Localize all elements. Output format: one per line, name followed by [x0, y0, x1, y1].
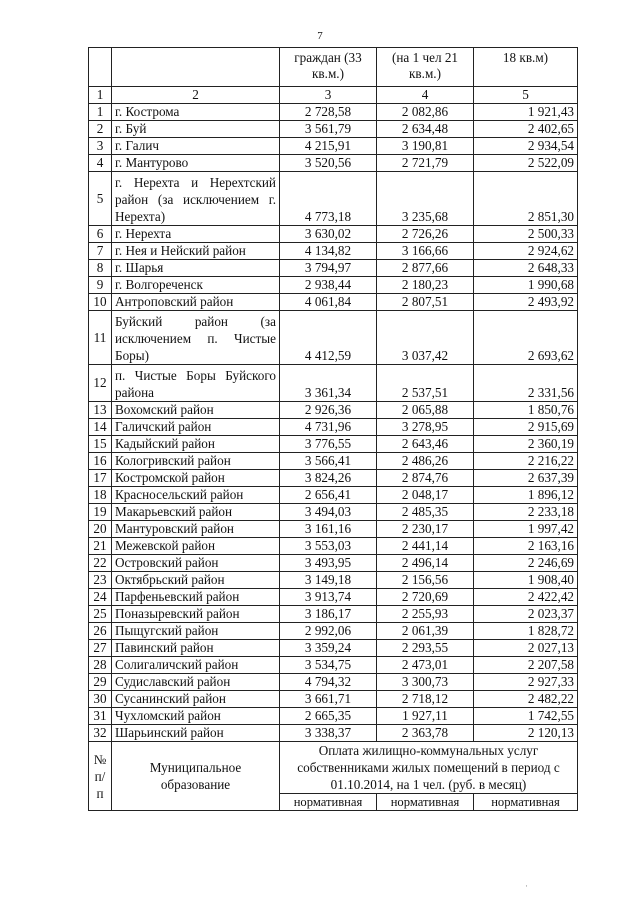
value-col4: 2 363,78	[377, 725, 474, 742]
value-col5: 1 997,42	[474, 521, 578, 538]
header-row-continued	[89, 48, 578, 87]
table-row	[89, 138, 578, 155]
value-col4: 3 278,95	[377, 419, 474, 436]
municipality-name: г. Нерехта и Нерехтский район (за исключением г. Нерехта)	[112, 172, 280, 226]
column-number: 2	[112, 87, 280, 104]
value-col5: 2 934,54	[474, 138, 578, 155]
value-col3: 2 656,41	[280, 487, 377, 504]
value-col4: 1 927,11	[377, 708, 474, 725]
municipality-name: Межевской район	[112, 538, 280, 555]
value-col3: 3 776,55	[280, 436, 377, 453]
value-col5: 2 493,92	[474, 294, 578, 311]
value-col3: 4 731,96	[280, 419, 377, 436]
table-row	[89, 365, 578, 402]
row-number: 15	[89, 436, 112, 453]
scan-dots: ·	[525, 881, 528, 891]
value-col4: 2 255,93	[377, 606, 474, 623]
value-col5: 1 896,12	[474, 487, 578, 504]
value-col5: 1 908,40	[474, 572, 578, 589]
value-col5: 2 216,22	[474, 453, 578, 470]
row-number: 19	[89, 504, 112, 521]
row-number: 25	[89, 606, 112, 623]
row-number: 8	[89, 260, 112, 277]
value-col4: 2 807,51	[377, 294, 474, 311]
municipality-name: Кадыйский район	[112, 436, 280, 453]
value-col3: 3 338,37	[280, 725, 377, 742]
header-cell-1	[89, 48, 112, 87]
value-col3: 3 913,74	[280, 589, 377, 606]
table-row	[89, 243, 578, 260]
value-col4: 2 874,76	[377, 470, 474, 487]
value-col5: 2 522,09	[474, 155, 578, 172]
row-number: 3	[89, 138, 112, 155]
tariff-table	[88, 47, 578, 811]
value-col4: 3 300,73	[377, 674, 474, 691]
row-number: 31	[89, 708, 112, 725]
row-number: 9	[89, 277, 112, 294]
value-col5: 2 402,65	[474, 121, 578, 138]
municipality-name: г. Кострома	[112, 104, 280, 121]
table-row	[89, 623, 578, 640]
row-number: 29	[89, 674, 112, 691]
column-number: 4	[377, 87, 474, 104]
table-row	[89, 277, 578, 294]
row-number: 7	[89, 243, 112, 260]
table-row	[89, 226, 578, 243]
municipality-name: г. Мантурово	[112, 155, 280, 172]
municipality-name: Судиславский район	[112, 674, 280, 691]
value-col3: 2 728,58	[280, 104, 377, 121]
value-col4: 2 441,14	[377, 538, 474, 555]
table-row	[89, 708, 578, 725]
row-number: 32	[89, 725, 112, 742]
row-number: 23	[89, 572, 112, 589]
value-col5: 1 742,55	[474, 708, 578, 725]
row-number: 2	[89, 121, 112, 138]
table-row	[89, 121, 578, 138]
table-row	[89, 260, 578, 277]
page-number: 7	[317, 30, 323, 42]
value-col4: 2 230,17	[377, 521, 474, 538]
value-col4: 2 473,01	[377, 657, 474, 674]
value-col5: 2 360,19	[474, 436, 578, 453]
row-number: 30	[89, 691, 112, 708]
value-col4: 2 082,86	[377, 104, 474, 121]
value-col3: 3 824,26	[280, 470, 377, 487]
row-number: 28	[89, 657, 112, 674]
value-col5: 2 927,33	[474, 674, 578, 691]
header-cell-2	[112, 48, 280, 87]
value-col3: 3 566,41	[280, 453, 377, 470]
value-col3: 4 773,18	[280, 172, 377, 226]
value-col3: 3 494,03	[280, 504, 377, 521]
table-row	[89, 521, 578, 538]
row-number: 27	[89, 640, 112, 657]
footer-sub-label: нормативная	[377, 794, 474, 811]
value-col4: 2 634,48	[377, 121, 474, 138]
footer-sub-label: нормативная	[474, 794, 578, 811]
value-col3: 3 520,56	[280, 155, 377, 172]
value-col3: 3 493,95	[280, 555, 377, 572]
row-number: 22	[89, 555, 112, 572]
table-row	[89, 657, 578, 674]
table-row	[89, 606, 578, 623]
value-col3: 3 794,97	[280, 260, 377, 277]
value-col3: 4 412,59	[280, 311, 377, 365]
table-row	[89, 487, 578, 504]
table-row	[89, 311, 578, 365]
municipality-name: Буйский район (за исключением п. Чистые Боры)	[112, 311, 280, 365]
row-number: 24	[89, 589, 112, 606]
value-col5: 2 163,16	[474, 538, 578, 555]
value-col4: 2 537,51	[377, 365, 474, 402]
value-col4: 2 721,79	[377, 155, 474, 172]
municipality-name: п. Чистые Боры Буйского района	[112, 365, 280, 402]
table-row	[89, 470, 578, 487]
value-col5: 2 207,58	[474, 657, 578, 674]
value-col4: 2 496,14	[377, 555, 474, 572]
header-cell-4: (на 1 чел 21 кв.м.)	[377, 48, 474, 87]
table-row	[89, 674, 578, 691]
row-number: 11	[89, 311, 112, 365]
header-cell-5: 18 кв.м)	[474, 48, 578, 87]
value-col4: 2 065,88	[377, 402, 474, 419]
value-col3: 2 926,36	[280, 402, 377, 419]
table-row	[89, 436, 578, 453]
row-number: 12	[89, 365, 112, 402]
value-col5: 1 990,68	[474, 277, 578, 294]
value-col3: 4 215,91	[280, 138, 377, 155]
table-row	[89, 294, 578, 311]
municipality-name: Шарьинский район	[112, 725, 280, 742]
value-col5: 2 915,69	[474, 419, 578, 436]
value-col4: 2 720,69	[377, 589, 474, 606]
value-col3: 4 794,32	[280, 674, 377, 691]
municipality-name: Октябрьский район	[112, 572, 280, 589]
value-col4: 2 156,56	[377, 572, 474, 589]
table-row	[89, 640, 578, 657]
table-row	[89, 419, 578, 436]
footer-sub-label: нормативная	[280, 794, 377, 811]
value-col3: 3 561,79	[280, 121, 377, 138]
municipality-name: Поназыревский район	[112, 606, 280, 623]
value-col5: 2 693,62	[474, 311, 578, 365]
value-col4: 2 048,17	[377, 487, 474, 504]
value-col3: 3 661,71	[280, 691, 377, 708]
value-col3: 3 359,24	[280, 640, 377, 657]
value-col5: 2 023,37	[474, 606, 578, 623]
footer-header-row	[89, 742, 578, 794]
municipality-name: г. Нея и Нейский район	[112, 243, 280, 260]
value-col4: 2 180,23	[377, 277, 474, 294]
footer-num-label: № п/п	[89, 742, 112, 811]
municipality-name: Солигаличский район	[112, 657, 280, 674]
value-col5: 2 482,22	[474, 691, 578, 708]
table-row	[89, 538, 578, 555]
value-col5: 1 921,43	[474, 104, 578, 121]
municipality-name: Кологривский район	[112, 453, 280, 470]
value-col3: 3 186,17	[280, 606, 377, 623]
municipality-name: Костромской район	[112, 470, 280, 487]
value-col3: 2 665,35	[280, 708, 377, 725]
column-number: 5	[474, 87, 578, 104]
value-col5: 2 648,33	[474, 260, 578, 277]
table-row	[89, 453, 578, 470]
header-cell-3: граждан (33 кв.м.)	[280, 48, 377, 87]
municipality-name: Вохомский район	[112, 402, 280, 419]
value-col4: 2 485,35	[377, 504, 474, 521]
column-number: 3	[280, 87, 377, 104]
row-number: 21	[89, 538, 112, 555]
row-number: 17	[89, 470, 112, 487]
municipality-name: Павинский район	[112, 640, 280, 657]
value-col3: 4 061,84	[280, 294, 377, 311]
value-col3: 3 630,02	[280, 226, 377, 243]
value-col3: 4 134,82	[280, 243, 377, 260]
table-row	[89, 725, 578, 742]
value-col5: 1 828,72	[474, 623, 578, 640]
table-row	[89, 155, 578, 172]
value-col4: 2 643,46	[377, 436, 474, 453]
row-number: 14	[89, 419, 112, 436]
table-row	[89, 504, 578, 521]
value-col4: 2 726,26	[377, 226, 474, 243]
municipality-name: Мантуровский район	[112, 521, 280, 538]
value-col5: 2 637,39	[474, 470, 578, 487]
table-row	[89, 589, 578, 606]
value-col4: 2 293,55	[377, 640, 474, 657]
value-col5: 2 120,13	[474, 725, 578, 742]
table-row	[89, 172, 578, 226]
value-col4: 3 235,68	[377, 172, 474, 226]
column-number-row	[89, 87, 578, 104]
column-number: 1	[89, 87, 112, 104]
value-col5: 1 850,76	[474, 402, 578, 419]
footer-payment-label: Оплата жилищно-коммунальных услуг собственниками жилых помещений в период с 01.10.2014, на 1 чел. (руб. в месяц)	[280, 742, 578, 794]
value-col3: 3 553,03	[280, 538, 377, 555]
footer-municipality-label: Муниципальное образование	[112, 742, 280, 811]
value-col5: 2 924,62	[474, 243, 578, 260]
municipality-name: г. Волгореченск	[112, 277, 280, 294]
municipality-name: г. Нерехта	[112, 226, 280, 243]
municipality-name: г. Шарья	[112, 260, 280, 277]
municipality-name: Антроповский район	[112, 294, 280, 311]
value-col5: 2 233,18	[474, 504, 578, 521]
value-col4: 3 037,42	[377, 311, 474, 365]
value-col5: 2 246,69	[474, 555, 578, 572]
row-number: 10	[89, 294, 112, 311]
value-col3: 2 938,44	[280, 277, 377, 294]
municipality-name: г. Буй	[112, 121, 280, 138]
row-number: 6	[89, 226, 112, 243]
row-number: 1	[89, 104, 112, 121]
table-row	[89, 104, 578, 121]
value-col4: 2 718,12	[377, 691, 474, 708]
value-col5: 2 422,42	[474, 589, 578, 606]
municipality-name: Пыщугский район	[112, 623, 280, 640]
municipality-name: Чухломский район	[112, 708, 280, 725]
row-number: 26	[89, 623, 112, 640]
value-col5: 2 500,33	[474, 226, 578, 243]
value-col5: 2 331,56	[474, 365, 578, 402]
municipality-name: г. Галич	[112, 138, 280, 155]
value-col4: 3 190,81	[377, 138, 474, 155]
row-number: 4	[89, 155, 112, 172]
municipality-name: Красносельский район	[112, 487, 280, 504]
municipality-name: Макарьевский район	[112, 504, 280, 521]
municipality-name: Парфеньевский район	[112, 589, 280, 606]
value-col3: 3 149,18	[280, 572, 377, 589]
table-row	[89, 555, 578, 572]
table-row	[89, 402, 578, 419]
value-col3: 3 161,16	[280, 521, 377, 538]
value-col3: 2 992,06	[280, 623, 377, 640]
value-col4: 2 877,66	[377, 260, 474, 277]
value-col3: 3 361,34	[280, 365, 377, 402]
value-col5: 2 851,30	[474, 172, 578, 226]
row-number: 20	[89, 521, 112, 538]
row-number: 5	[89, 172, 112, 226]
row-number: 16	[89, 453, 112, 470]
row-number: 18	[89, 487, 112, 504]
municipality-name: Галичский район	[112, 419, 280, 436]
table-row	[89, 572, 578, 589]
municipality-name: Островский район	[112, 555, 280, 572]
value-col3: 3 534,75	[280, 657, 377, 674]
row-number: 13	[89, 402, 112, 419]
value-col4: 2 486,26	[377, 453, 474, 470]
value-col4: 2 061,39	[377, 623, 474, 640]
municipality-name: Сусанинский район	[112, 691, 280, 708]
value-col5: 2 027,13	[474, 640, 578, 657]
table-row	[89, 691, 578, 708]
value-col4: 3 166,66	[377, 243, 474, 260]
